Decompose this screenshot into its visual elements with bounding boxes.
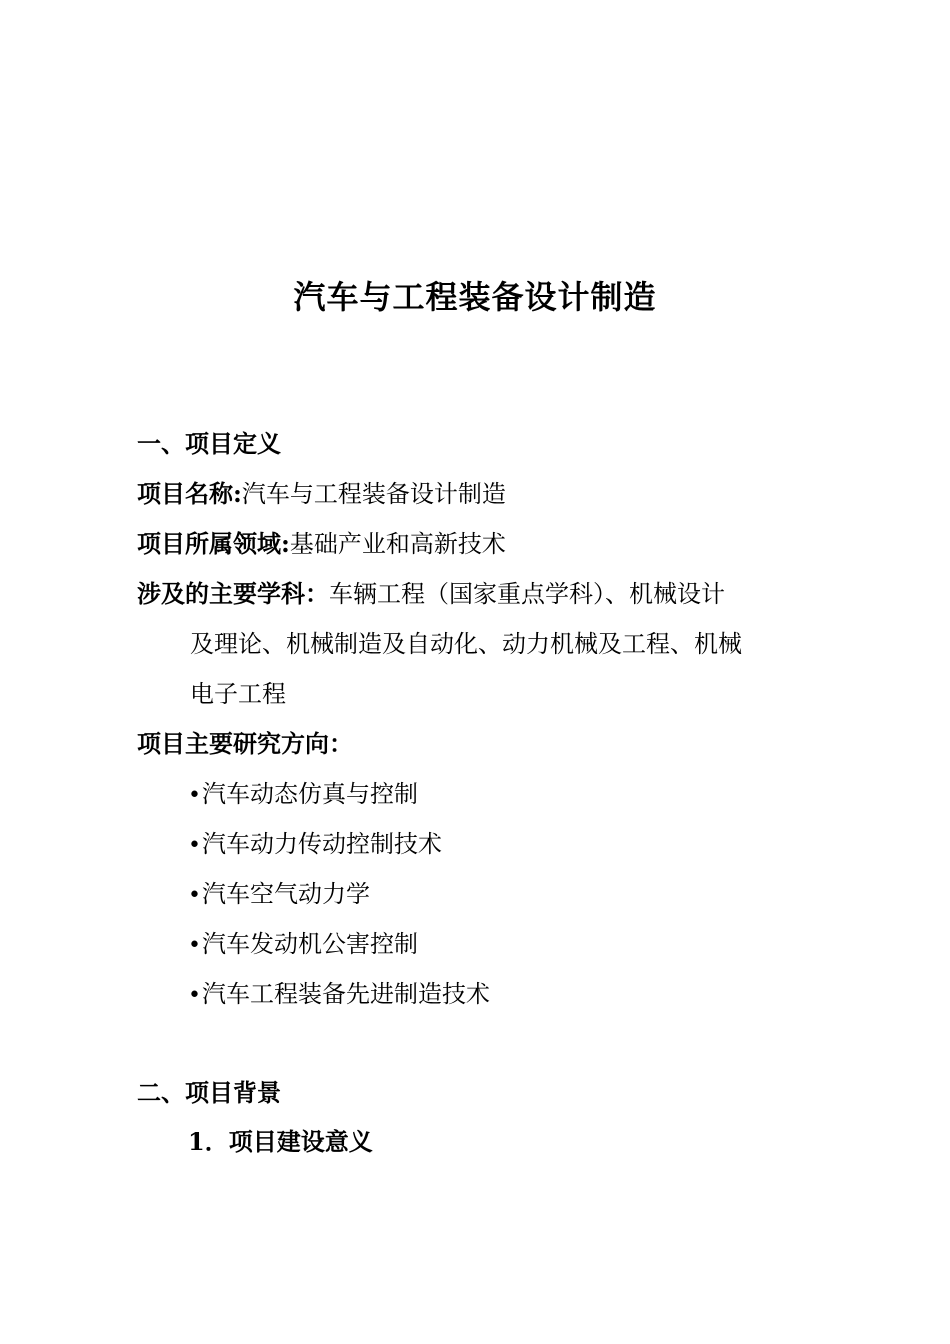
- list-item: [188, 776, 418, 814]
- project-name-row: [137, 476, 506, 512]
- bullet-icon: •: [188, 983, 201, 1008]
- document-title: 汽车与工程装备设计制造: [293, 278, 657, 316]
- section-2-heading: 二、项目背景: [137, 1078, 281, 1107]
- research-direction-text: 汽车发动机公害控制: [202, 930, 418, 958]
- research-direction-text: 汽车动力传动控制技术: [202, 830, 442, 858]
- disciplines-text-line-1: 车辆工程（国家重点学科）、机械设计: [329, 580, 725, 608]
- bullet-icon: •: [188, 933, 201, 958]
- bullet-icon: •: [188, 783, 201, 808]
- list-item: [188, 926, 418, 964]
- section-1-heading: 一、项目定义: [137, 429, 281, 458]
- research-direction-text: 汽车空气动力学: [202, 880, 370, 908]
- disciplines-text-line-2: 及理论、机械制造及自动化、动力机械及工程、机械: [190, 630, 742, 658]
- list-item: [188, 826, 442, 864]
- bullet-icon: •: [188, 833, 201, 858]
- project-field-row: [137, 526, 506, 562]
- list-item: [188, 876, 370, 914]
- list-item: [188, 976, 490, 1014]
- project-name-value: 汽车与工程装备设计制造: [241, 480, 506, 508]
- research-directions-label: 项目主要研究方向：: [137, 729, 353, 758]
- research-direction-text: 汽车动态仿真与控制: [202, 780, 418, 808]
- disciplines-row: [137, 576, 725, 612]
- disciplines-text-line-3: 电子工程: [190, 680, 286, 708]
- research-direction-text: 汽车工程装备先进制造技术: [202, 980, 490, 1008]
- subsection-heading: 1．项目建设意义: [188, 1127, 373, 1156]
- disciplines-label: 涉及的主要学科：: [137, 579, 329, 608]
- bullet-icon: •: [188, 883, 201, 908]
- project-field-label: 项目所属领域:: [137, 529, 290, 558]
- project-field-value: 基础产业和高新技术: [289, 530, 506, 558]
- project-name-label: 项目名称:: [137, 479, 242, 508]
